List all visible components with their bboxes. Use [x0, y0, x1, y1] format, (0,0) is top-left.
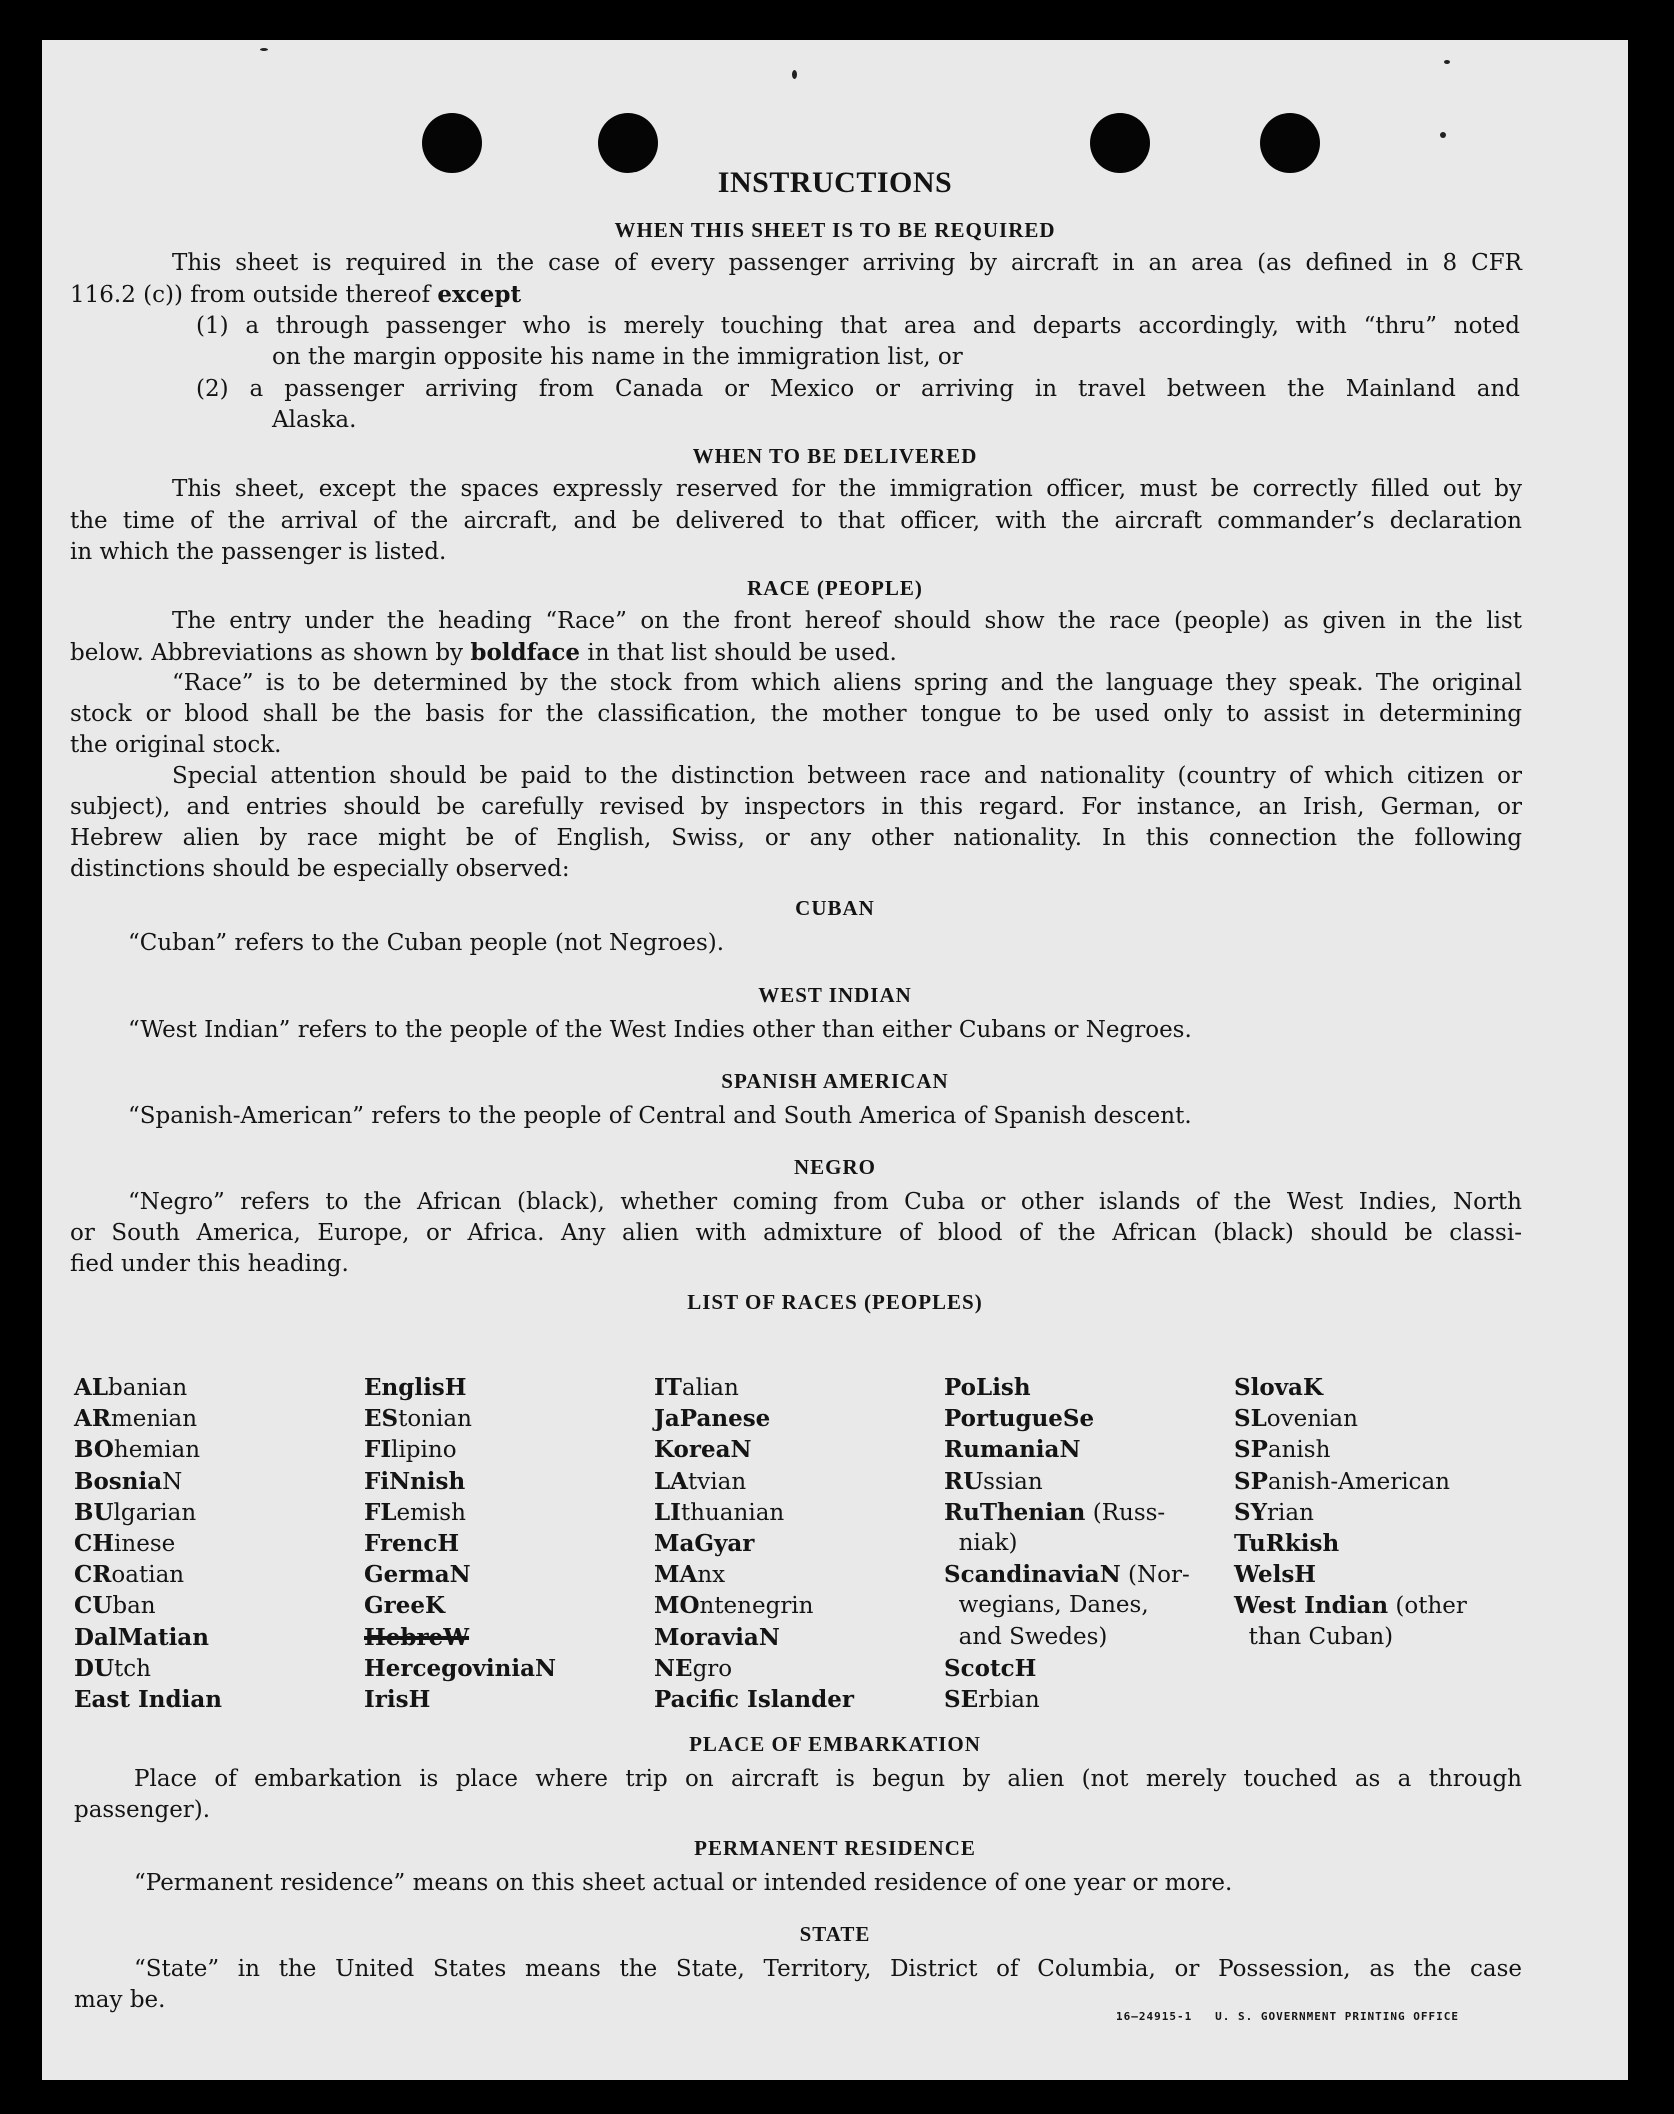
race-list-item: RumaniaN: [944, 1436, 1081, 1464]
residence-text: “Permanent residence” means on this sheet actual or intended residence of one year or more.: [134, 1870, 1233, 1896]
exception-item-2: (2) a passenger arriving from Canada or Mexico or arriving in travel between the Mainland and: [196, 376, 1520, 402]
race-list-item: KoreaN: [654, 1436, 752, 1464]
race-list-item: HercegoviniaN: [364, 1654, 557, 1682]
west-indian-text: “West Indian” refers to the people of the West Indies other than either Cubans or Negroes.: [128, 1017, 1192, 1043]
race-list-item: GermaN: [364, 1561, 471, 1589]
punch-hole: [1090, 113, 1150, 173]
race-list-item: GreeK: [364, 1592, 446, 1620]
race-list-item: RuThenian (Russ-: [944, 1498, 1166, 1526]
race-list-item: CHinese: [74, 1529, 176, 1557]
race-list-item: BosniaN: [74, 1467, 183, 1495]
race-list-item: EStonian: [364, 1405, 472, 1433]
negro-text: or South America, Europe, or Africa. Any alien with admixture of blood of the African (black) should be classi-: [70, 1220, 1522, 1246]
race-list-item: RUssian: [944, 1467, 1043, 1495]
section-heading-when-delivered: WHEN TO BE DELIVERED: [692, 444, 978, 468]
when-required-text: 116.2 (c)) from outside thereof except: [70, 281, 522, 308]
race-text: The entry under the heading “Race” on the front hereof should show the race (people) as given in the list: [172, 608, 1522, 634]
section-heading-race: RACE (PEOPLE): [747, 576, 923, 600]
race-text: Hebrew alien by race might be of English, Swiss, or any other nationality. In this connection the following: [70, 825, 1522, 851]
section-heading-west-indian: WEST INDIAN: [758, 983, 912, 1007]
spanish-american-text: “Spanish-American” refers to the people of Central and South America of Spanish descent.: [128, 1103, 1192, 1129]
cuban-text: “Cuban” refers to the Cuban people (not Negroes).: [128, 930, 725, 956]
race-list-item: LIthuanian: [654, 1498, 785, 1526]
section-heading-negro: NEGRO: [793, 1155, 876, 1179]
race-list-item: ALbanian: [74, 1374, 188, 1401]
section-heading-when-required: WHEN THIS SHEET IS TO BE REQUIRED: [614, 218, 1056, 242]
race-list-item: MOntenegrin: [654, 1592, 814, 1620]
section-heading-spanish-american: SPANISH AMERICAN: [721, 1069, 949, 1093]
when-delivered-text: the time of the arrival of the aircraft, and be delivered to that officer, with the aircraft commander’s declaration: [70, 508, 1522, 534]
race-list-item: than Cuban): [1234, 1623, 1394, 1650]
exception-item-2: Alaska.: [272, 407, 357, 433]
document-sheet: [42, 40, 1628, 2080]
race-text: “Race” is to be determined by the stock from which aliens spring and the language they speak. The original: [172, 670, 1522, 696]
race-list-item: wegians, Danes,: [944, 1592, 1149, 1619]
race-list-item: SErbian: [944, 1685, 1040, 1713]
race-list-item: West Indian (other: [1234, 1592, 1467, 1620]
race-list-item: and Swedes): [944, 1623, 1108, 1650]
when-required-text: This sheet is required in the case of every passenger arriving by aircraft in an area (as defined in 8 CFR: [172, 250, 1522, 276]
when-delivered-text: in which the passenger is listed.: [70, 539, 447, 565]
race-list-item: HebreW: [364, 1623, 470, 1651]
race-list-item: ScandinaviaN (Nor-: [944, 1561, 1190, 1589]
scan-speck: [1440, 132, 1446, 138]
race-list-item: SlovaK: [1234, 1374, 1323, 1401]
race-list-item: WelsH: [1234, 1561, 1317, 1589]
race-text: stock or blood shall be the basis for the classification, the mother tongue to be used only to assist in determining: [70, 701, 1522, 727]
punch-hole: [1260, 113, 1320, 173]
scan-speck: [792, 70, 797, 79]
race-list-column-2: [364, 1372, 556, 1715]
when-delivered-text: This sheet, except the spaces expressly reserved for the immigration officer, must be correctly filled out by: [172, 476, 1522, 502]
race-list-item: SPanish-American: [1234, 1467, 1450, 1495]
race-list-column-1: [74, 1372, 222, 1715]
race-text: the original stock.: [70, 732, 282, 758]
race-list-item: MoraviaN: [654, 1623, 780, 1651]
race-list-item: ScotcH: [944, 1654, 1037, 1682]
scan-speck: [1444, 60, 1450, 64]
section-heading-state: STATE: [799, 1922, 871, 1946]
race-list-column-4: [944, 1372, 1190, 1715]
race-list-item: TuRkish: [1234, 1529, 1340, 1557]
race-list-item: NEgro: [654, 1654, 733, 1682]
race-list-item: MAnx: [654, 1561, 726, 1589]
race-list-item: EnglisH: [364, 1374, 467, 1401]
section-heading-list-of-races: LIST OF RACES (PEOPLES): [687, 1290, 983, 1314]
race-list-item: SLovenian: [1234, 1405, 1358, 1433]
footer-imprint: [1116, 2010, 1459, 2023]
race-list-item: FrencH: [364, 1529, 460, 1557]
instructions-title: INSTRUCTIONS: [717, 166, 953, 199]
race-list-item: SPanish: [1234, 1436, 1331, 1464]
section-heading-permanent-residence: PERMANENT RESIDENCE: [694, 1836, 976, 1860]
embarkation-text: passenger).: [74, 1797, 211, 1823]
race-list-item: ARmenian: [74, 1405, 198, 1433]
race-list-column-5: [1234, 1372, 1467, 1653]
race-list-item: BUlgarian: [74, 1498, 197, 1526]
race-list-column-3: [654, 1372, 854, 1715]
race-list-item: SYrian: [1234, 1498, 1314, 1526]
race-text: below. Abbreviations as shown by boldface in that list should be used.: [70, 639, 897, 666]
race-list-item: FIlipino: [364, 1436, 457, 1464]
negro-text: fied under this heading.: [70, 1251, 349, 1277]
race-list-item: FiNnish: [364, 1467, 466, 1495]
race-list-item: MaGyar: [654, 1529, 755, 1557]
section-heading-embarkation: PLACE OF EMBARKATION: [689, 1732, 981, 1756]
race-text: Special attention should be paid to the distinction between race and nationality (country of which citizen or: [172, 763, 1522, 789]
state-text: may be.: [74, 1987, 166, 2013]
punch-hole: [422, 113, 482, 173]
race-list-item: PoLish: [944, 1374, 1031, 1401]
exception-item-1: (1) a through passenger who is merely touching that area and departs accordingly, with “thru” noted: [196, 313, 1520, 339]
exception-item-1: on the margin opposite his name in the immigration list, or: [272, 344, 963, 370]
race-list-item: CUban: [74, 1592, 156, 1620]
printer-credit: U. S. GOVERNMENT PRINTING OFFICE: [1215, 2010, 1460, 2023]
race-text: subject), and entries should be carefully revised by inspectors in this regard. For instance, an Irish, German, or: [70, 794, 1522, 820]
race-list-item: LAtvian: [654, 1467, 747, 1495]
scan-speck: [260, 48, 268, 51]
race-list-item: niak): [944, 1529, 1018, 1556]
form-number: 16—24915-1: [1116, 2010, 1193, 2023]
section-heading-cuban: CUBAN: [795, 896, 875, 920]
race-list-item: FLemish: [364, 1498, 466, 1526]
race-list-item: DUtch: [74, 1654, 151, 1682]
race-list-item: PortugueSe: [944, 1405, 1095, 1433]
race-text: distinctions should be especially observed:: [70, 856, 570, 882]
race-list-item: JaPanese: [654, 1405, 771, 1433]
race-list-item: ITalian: [654, 1374, 739, 1401]
race-list-item: IrisH: [364, 1685, 431, 1713]
race-list-item: East Indian: [74, 1685, 222, 1713]
embarkation-text: Place of embarkation is place where trip on aircraft is begun by alien (not merely touched as a through: [134, 1766, 1522, 1792]
state-text: “State” in the United States means the State, Territory, District of Columbia, or Possession, as the case: [134, 1956, 1522, 1982]
race-list-item: CRoatian: [74, 1561, 185, 1589]
punch-hole: [598, 113, 658, 173]
negro-text: “Negro” refers to the African (black), whether coming from Cuba or other islands of the West Indies, North: [128, 1189, 1522, 1215]
race-list-item: BOhemian: [74, 1436, 201, 1464]
race-list-item: Pacific Islander: [654, 1685, 854, 1713]
race-list-item: DalMatian: [74, 1623, 209, 1651]
